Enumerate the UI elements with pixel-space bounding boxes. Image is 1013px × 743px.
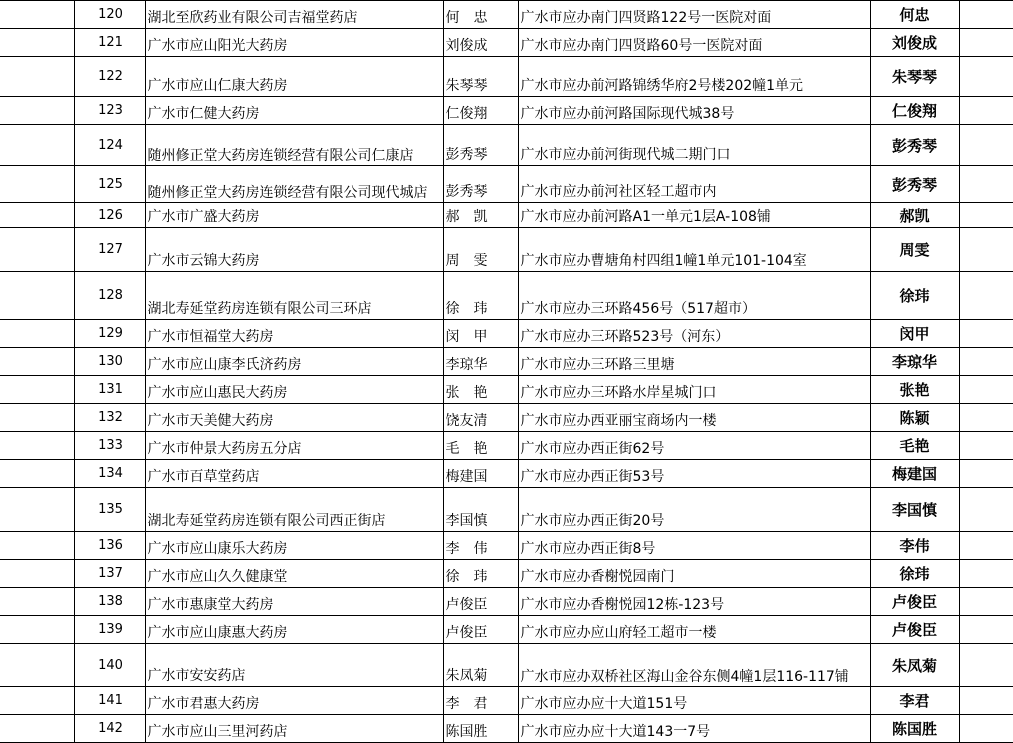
pharmacy-name: 广水市应山康李氏济药房 [145, 348, 443, 376]
row-tail-cell [959, 272, 1013, 320]
pharmacy-name: 广水市君惠大药房 [145, 687, 443, 715]
row-lead-cell [0, 588, 74, 616]
responsible-person: 彭秀琴 [443, 125, 518, 166]
verified-person: 彭秀琴 [870, 125, 959, 166]
pharmacy-address: 广水市应办南门四贤路60号一医院对面 [518, 29, 870, 57]
row-number: 128 [74, 272, 145, 320]
row-tail-cell [959, 532, 1013, 560]
row-number: 130 [74, 348, 145, 376]
row-tail-cell [959, 404, 1013, 432]
row-lead-cell [0, 460, 74, 488]
table-row [0, 320, 1013, 348]
row-lead-cell [0, 125, 74, 166]
table-row [0, 203, 1013, 228]
pharmacy-name: 湖北寿延堂药房连锁有限公司三环店 [145, 272, 443, 320]
row-number: 121 [74, 29, 145, 57]
table-row [0, 687, 1013, 715]
table-row [0, 560, 1013, 588]
pharmacy-address: 广水市应办应山府轻工超市一楼 [518, 616, 870, 644]
pharmacy-address: 广水市应办香榭悦园12栋-123号 [518, 588, 870, 616]
verified-person: 梅建国 [870, 460, 959, 488]
pharmacy-address: 广水市应办西正街8号 [518, 532, 870, 560]
pharmacy-address: 广水市应办前河路国际现代城38号 [518, 97, 870, 125]
pharmacy-name: 广水市应山康乐大药房 [145, 532, 443, 560]
pharmacy-name: 广水市恒福堂大药房 [145, 320, 443, 348]
row-tail-cell [959, 715, 1013, 743]
row-number: 137 [74, 560, 145, 588]
row-number: 122 [74, 57, 145, 97]
row-tail-cell [959, 488, 1013, 532]
row-lead-cell [0, 616, 74, 644]
row-number: 132 [74, 404, 145, 432]
row-tail-cell [959, 228, 1013, 272]
row-number: 124 [74, 125, 145, 166]
row-tail-cell [959, 203, 1013, 228]
row-lead-cell [0, 348, 74, 376]
pharmacy-name: 湖北寿延堂药房连锁有限公司西正街店 [145, 488, 443, 532]
verified-person: 周雯 [870, 228, 959, 272]
verified-person: 朱凤菊 [870, 644, 959, 687]
row-tail-cell [959, 166, 1013, 203]
row-number: 127 [74, 228, 145, 272]
verified-person: 郝凯 [870, 203, 959, 228]
verified-person: 卢俊臣 [870, 616, 959, 644]
pharmacy-address: 广水市应办前河社区轻工超市内 [518, 166, 870, 203]
pharmacy-address: 广水市应办香榭悦园南门 [518, 560, 870, 588]
pharmacy-address: 广水市应办三环路523号（河东） [518, 320, 870, 348]
row-tail-cell [959, 432, 1013, 460]
row-number: 125 [74, 166, 145, 203]
table-row [0, 616, 1013, 644]
pharmacy-address: 广水市应办西正街53号 [518, 460, 870, 488]
row-lead-cell [0, 320, 74, 348]
pharmacy-name: 广水市惠康堂大药房 [145, 588, 443, 616]
table-row [0, 532, 1013, 560]
pharmacy-address: 广水市应办前河路A1一单元1层A-108铺 [518, 203, 870, 228]
responsible-person: 卢俊臣 [443, 588, 518, 616]
pharmacy-name: 随州修正堂大药房连锁经营有限公司仁康店 [145, 125, 443, 166]
table-row [0, 272, 1013, 320]
pharmacy-name: 广水市安安药店 [145, 644, 443, 687]
responsible-person: 徐 玮 [443, 560, 518, 588]
pharmacy-name: 广水市广盛大药房 [145, 203, 443, 228]
pharmacy-address: 广水市应办前河路锦绣华府2号楼202幢1单元 [518, 57, 870, 97]
pharmacy-address: 广水市应办应十大道143一7号 [518, 715, 870, 743]
table-row [0, 376, 1013, 404]
row-tail-cell [959, 125, 1013, 166]
row-tail-cell [959, 588, 1013, 616]
pharmacy-name: 广水市应山三里河药店 [145, 715, 443, 743]
responsible-person: 李 伟 [443, 532, 518, 560]
row-number: 133 [74, 432, 145, 460]
verified-person: 闵甲 [870, 320, 959, 348]
row-tail-cell [959, 644, 1013, 687]
responsible-person: 仁俊翔 [443, 97, 518, 125]
table-row [0, 644, 1013, 687]
responsible-person: 朱凤菊 [443, 644, 518, 687]
row-tail-cell [959, 29, 1013, 57]
responsible-person: 李琼华 [443, 348, 518, 376]
responsible-person: 郝 凯 [443, 203, 518, 228]
row-lead-cell [0, 1, 74, 29]
verified-person: 陈国胜 [870, 715, 959, 743]
row-lead-cell [0, 376, 74, 404]
row-lead-cell [0, 166, 74, 203]
pharmacy-name: 广水市仲景大药房五分店 [145, 432, 443, 460]
table-row [0, 588, 1013, 616]
table-row [0, 488, 1013, 532]
pharmacy-address: 广水市应办应十大道151号 [518, 687, 870, 715]
pharmacy-name: 广水市应山康惠大药房 [145, 616, 443, 644]
pharmacy-name: 随州修正堂大药房连锁经营有限公司现代城店 [145, 166, 443, 203]
table-row [0, 348, 1013, 376]
pharmacy-address: 广水市应办双桥社区海山金谷东侧4幢1层116-117铺 [518, 644, 870, 687]
verified-person: 彭秀琴 [870, 166, 959, 203]
row-number: 140 [74, 644, 145, 687]
row-lead-cell [0, 560, 74, 588]
table-row [0, 57, 1013, 97]
row-number: 131 [74, 376, 145, 404]
verified-person: 毛艳 [870, 432, 959, 460]
verified-person: 刘俊成 [870, 29, 959, 57]
row-lead-cell [0, 272, 74, 320]
row-number: 134 [74, 460, 145, 488]
pharmacy-name: 广水市云锦大药房 [145, 228, 443, 272]
pharmacy-name: 广水市天美健大药房 [145, 404, 443, 432]
row-tail-cell [959, 57, 1013, 97]
row-number: 136 [74, 532, 145, 560]
responsible-person: 毛 艳 [443, 432, 518, 460]
pharmacy-address: 广水市应办西正街62号 [518, 432, 870, 460]
responsible-person: 梅建国 [443, 460, 518, 488]
verified-person: 仁俊翔 [870, 97, 959, 125]
row-lead-cell [0, 29, 74, 57]
row-number: 138 [74, 588, 145, 616]
row-lead-cell [0, 404, 74, 432]
pharmacy-address: 广水市应办西亚丽宝商场内一楼 [518, 404, 870, 432]
row-number: 139 [74, 616, 145, 644]
row-lead-cell [0, 715, 74, 743]
row-tail-cell [959, 376, 1013, 404]
verified-person: 陈颖 [870, 404, 959, 432]
row-number: 129 [74, 320, 145, 348]
row-tail-cell [959, 348, 1013, 376]
row-tail-cell [959, 320, 1013, 348]
row-tail-cell [959, 97, 1013, 125]
row-lead-cell [0, 532, 74, 560]
table-row [0, 97, 1013, 125]
table-row [0, 228, 1013, 272]
table-row [0, 29, 1013, 57]
verified-person: 徐玮 [870, 560, 959, 588]
row-lead-cell [0, 57, 74, 97]
row-lead-cell [0, 432, 74, 460]
table-row [0, 1, 1013, 29]
verified-person: 何忠 [870, 1, 959, 29]
row-tail-cell [959, 460, 1013, 488]
row-tail-cell [959, 1, 1013, 29]
pharmacy-name: 广水市应山仁康大药房 [145, 57, 443, 97]
row-lead-cell [0, 687, 74, 715]
pharmacy-name: 广水市百草堂药店 [145, 460, 443, 488]
table-row [0, 460, 1013, 488]
pharmacy-address: 广水市应办三环路水岸星城门口 [518, 376, 870, 404]
pharmacy-address: 广水市应办曹塘角村四组1幢1单元101-104室 [518, 228, 870, 272]
responsible-person: 李 君 [443, 687, 518, 715]
table-row [0, 715, 1013, 743]
row-number: 141 [74, 687, 145, 715]
row-tail-cell [959, 687, 1013, 715]
responsible-person: 刘俊成 [443, 29, 518, 57]
verified-person: 卢俊臣 [870, 588, 959, 616]
pharmacy-name: 广水市仁健大药房 [145, 97, 443, 125]
responsible-person: 饶友清 [443, 404, 518, 432]
row-number: 123 [74, 97, 145, 125]
pharmacy-name: 广水市应山久久健康堂 [145, 560, 443, 588]
table-row [0, 125, 1013, 166]
verified-person: 徐玮 [870, 272, 959, 320]
table-row [0, 432, 1013, 460]
responsible-person: 彭秀琴 [443, 166, 518, 203]
row-number: 135 [74, 488, 145, 532]
row-lead-cell [0, 644, 74, 687]
pharmacy-name: 广水市应山阳光大药房 [145, 29, 443, 57]
responsible-person: 卢俊臣 [443, 616, 518, 644]
row-lead-cell [0, 488, 74, 532]
table-body [0, 1, 1013, 743]
row-number: 126 [74, 203, 145, 228]
responsible-person: 何 忠 [443, 1, 518, 29]
pharmacy-address: 广水市应办三环路三里塘 [518, 348, 870, 376]
verified-person: 朱琴琴 [870, 57, 959, 97]
responsible-person: 闵 甲 [443, 320, 518, 348]
pharmacy-name: 广水市应山惠民大药房 [145, 376, 443, 404]
responsible-person: 张 艳 [443, 376, 518, 404]
verified-person: 李伟 [870, 532, 959, 560]
row-lead-cell [0, 203, 74, 228]
pharmacy-address: 广水市应办西正街20号 [518, 488, 870, 532]
verified-person: 李君 [870, 687, 959, 715]
responsible-person: 徐 玮 [443, 272, 518, 320]
row-number: 142 [74, 715, 145, 743]
responsible-person: 朱琴琴 [443, 57, 518, 97]
row-lead-cell [0, 228, 74, 272]
responsible-person: 陈国胜 [443, 715, 518, 743]
verified-person: 张艳 [870, 376, 959, 404]
table-row [0, 404, 1013, 432]
row-tail-cell [959, 616, 1013, 644]
pharmacy-address: 广水市应办南门四贤路122号一医院对面 [518, 1, 870, 29]
pharmacy-name: 湖北至欣药业有限公司吉福堂药店 [145, 1, 443, 29]
row-lead-cell [0, 97, 74, 125]
pharmacy-address: 广水市应办前河街现代城二期门口 [518, 125, 870, 166]
responsible-person: 周 雯 [443, 228, 518, 272]
verified-person: 李国慎 [870, 488, 959, 532]
table-row [0, 166, 1013, 203]
pharmacy-address: 广水市应办三环路456号（517超市） [518, 272, 870, 320]
verified-person: 李琼华 [870, 348, 959, 376]
row-tail-cell [959, 560, 1013, 588]
row-number: 120 [74, 1, 145, 29]
responsible-person: 李国慎 [443, 488, 518, 532]
